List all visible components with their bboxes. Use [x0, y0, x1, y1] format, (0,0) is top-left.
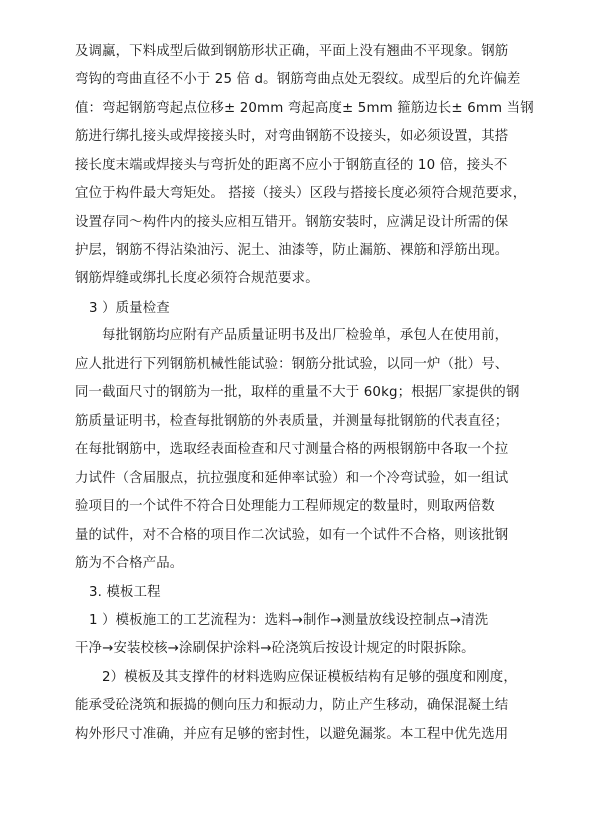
text-line: 设置存同～构件内的接头应相互错开。钢筋安装时，应满足设计所需的保: [75, 215, 509, 230]
text-line: 干净→安装校核→涂刷保护涂料→砼浇筑后按设计规定的时限拆除。: [75, 641, 475, 656]
text-line: 弯钩的弯曲直径不小于 25 倍 d。钢筋弯曲点处无裂纹。成型后的允许偏差: [75, 72, 521, 87]
text-line: 验项目的一个试件不符合日处理能力工程师规定的数量时，则取两倍数: [75, 499, 495, 514]
text-line: 2）模板及其支撑件的材料选购应保证模板结构有足够的强度和刚度，: [102, 670, 517, 685]
section-heading: 3. 模板工程: [89, 585, 161, 600]
text-line: 宜位于构件最大弯矩处。 搭接（接头）区段与搭接长度必须符合规范要求，: [75, 186, 527, 201]
text-line: 筋进行绑扎接头或焊接接头时，对弯曲钢筋不设接头，如必须设置，其搭: [75, 129, 509, 144]
text-line: 钢筋焊缝或绑扎长度必须符合规范要求。: [75, 271, 319, 286]
text-line: 筋为不合格产品。: [75, 556, 184, 571]
text-line: 力试件（含届服点，抗拉强度和延伸率试验）和一个冷弯试验，如一组试: [75, 471, 509, 486]
text-line: 在每批钢筋中，选取经表面检查和尺寸测量合格的两根钢筋中各取一个拉: [75, 442, 509, 457]
text-line: 构外形尺寸准确，并应有足够的密封性，以避免漏浆。本工程中优先选用: [75, 727, 509, 742]
text-line: 接长度末端或焊接头与弯折处的距离不应小于钢筋直径的 10 倍，接头不: [75, 158, 508, 173]
text-line: 筋质量证明书，检查每批钢筋的外表质量，并测量每批钢筋的代表直径；: [75, 414, 509, 429]
text-line: 量的试件，对不合格的项目作二次试验，如有一个试件不合格，则该批钢: [75, 528, 509, 543]
text-line: 及调赢，下料成型后做到钢筋形状正确，平面上没有翘曲不平现象。钢筋: [75, 44, 509, 59]
text-line: 应人批进行下列钢筋机械性能试验：钢筋分批试验，以同一炉（批）号、: [75, 357, 509, 372]
text-line: 同一截面尺寸的钢筋为一批，取样的重量不大于 60kg；根据厂家提供的钢: [75, 385, 520, 400]
text-line: 每批钢筋均应附有产品质量证明书及出厂检验单，承包人在使用前，: [102, 328, 509, 343]
text-line: 值：弯起钢筋弯起点位移± 20mm 弯起高度± 5mm 箍筋边长± 6mm 当钢: [75, 101, 534, 116]
section-heading: 3 ）质量检查: [89, 301, 170, 316]
text-line: 1 ）模板施工的工艺流程为：选料→制作→测量放线设控制点→清洗: [89, 613, 489, 628]
text-line: 护层，钢筋不得沾染油污、泥土、油漆等，防止漏筋、裸筋和浮筋出现。: [75, 243, 509, 258]
text-line: 能承受砼浇筑和振捣的侧向压力和振动力，防止产生移动，确保混凝土结: [75, 698, 509, 713]
